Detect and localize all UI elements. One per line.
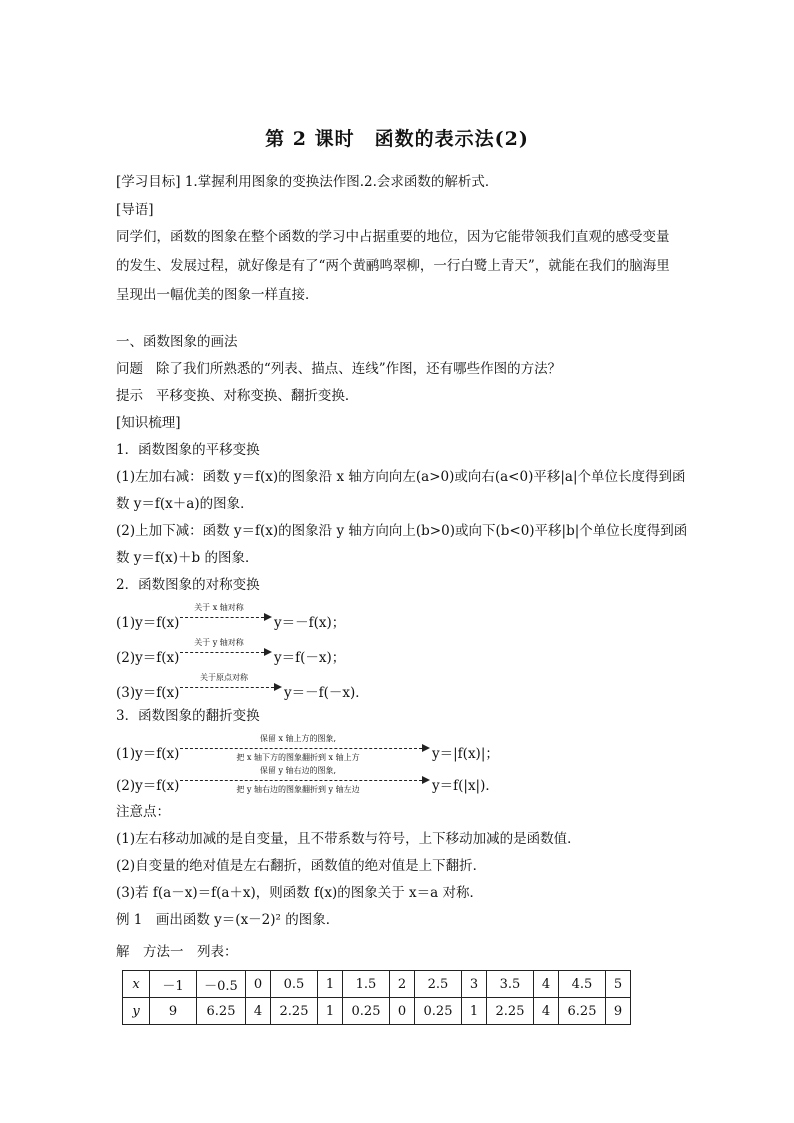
note-item: (3)若 f(a－x)＝f(a＋x)，则函数 f(x)的图象关于 x＝a 对称． (116, 885, 483, 901)
arrow-head-icon (274, 683, 282, 691)
arrow-head-icon (264, 613, 272, 621)
table-row (123, 971, 631, 998)
table-cell: 1 (318, 998, 343, 1025)
item1-b-line2: 数 y＝f(x)＋b 的图象． (116, 550, 259, 566)
arrow-line (180, 687, 274, 688)
symmetry-rhs: y＝f(－x)； (274, 650, 346, 666)
flip-lhs: (2)y＝f(x) (116, 778, 180, 794)
arrow-line (180, 748, 422, 749)
item1-heading: 1．函数图象的平移变换 (116, 442, 260, 458)
question-tag: 问题 (116, 361, 143, 377)
flip-rhs: y＝|f(x)|； (432, 746, 499, 762)
symmetry-lhs: (3)y＝f(x) (116, 685, 180, 701)
objectives-tag: [学习目标] (116, 174, 181, 190)
flip-rhs: y＝f(|x|)． (432, 778, 499, 794)
table-row-header: x (123, 971, 150, 998)
table-cell: 1.5 (343, 971, 390, 998)
table-row (123, 998, 631, 1025)
table-cell: 0 (390, 998, 415, 1025)
hint-tag: 提示 (116, 388, 143, 404)
table-cell: 0.25 (415, 998, 462, 1025)
table-cell: 3 (462, 971, 487, 998)
table-cell: 3.5 (487, 971, 534, 998)
note-item: (2)自变量的绝对值是左右翻折，函数值的绝对值是上下翻折． (116, 858, 487, 874)
table-cell: 9 (150, 998, 197, 1025)
knowledge-tag: [知识梳理] (116, 415, 181, 431)
section-heading: 一、函数图象的画法 (116, 334, 238, 350)
item2-heading: 2．函数图象的对称变换 (116, 577, 260, 593)
value-table-body (123, 971, 631, 1025)
transform-arrow (180, 603, 272, 631)
notes-heading: 注意点： (116, 804, 170, 820)
flip-row-1 (116, 734, 499, 762)
arrow-line (180, 652, 264, 653)
table-cell: 5 (606, 971, 631, 998)
symmetry-rhs: y＝－f(－x)． (284, 685, 369, 701)
arrow-label-bottom: 把 y 轴右边的图象翻折到 y 轴左边 (236, 785, 360, 794)
arrow-line (180, 617, 264, 618)
symmetry-rhs: y＝－f(x)； (274, 615, 346, 631)
page-title: 第 2 课时 函数的表示法(2) (265, 128, 529, 150)
question-text: 除了我们所熟悉的“列表、描点、连线”作图，还有哪些作图的方法？ (155, 361, 562, 377)
transform-arrow (180, 638, 272, 666)
table-cell: 0.5 (271, 971, 318, 998)
arrow-line (180, 780, 422, 781)
transform-arrow (180, 673, 282, 701)
item3-heading: 3．函数图象的翻折变换 (116, 708, 260, 724)
symmetry-row-3 (116, 673, 396, 701)
table-cell: 2 (390, 971, 415, 998)
symmetry-lhs: (2)y＝f(x) (116, 650, 180, 666)
arrow-head-icon (422, 744, 430, 752)
intro-paragraph: 同学们，函数的图象在整个函数的学习中占据重要的地位，因为它能带领我们直观的感受变量的发生、发展过程，就好像是有了“两个黄鹂鸣翠柳，一行白鹭上青天”，就能在我们的脑海里呈现出一幅优美的图象一样直接． (116, 229, 670, 303)
table-cell: 1 (462, 998, 487, 1025)
value-table (122, 970, 631, 1025)
table-cell: 0 (246, 971, 271, 998)
item1-a-line2: 数 y＝f(x＋a)的图象． (116, 496, 254, 512)
question (116, 359, 561, 379)
table-cell: 4.5 (559, 971, 606, 998)
transform-arrow (180, 766, 430, 794)
table-cell: 9 (606, 998, 631, 1025)
item1-a-line1: (1)左加右减：函数 y＝f(x)的图象沿 x 轴方向向左(a>0)或向右(a<0)平移|a|个单位长度得到函 (116, 469, 686, 485)
table-cell: 2.25 (271, 998, 318, 1025)
example-heading: 例 1 画出函数 y＝(x－2)² 的图象． (116, 912, 340, 928)
arrow-head-icon (264, 648, 272, 656)
objectives-text: 1.掌握利用图象的变换法作图.2.会求函数的解析式． (184, 174, 499, 190)
arrow-label: 关于 x 轴对称 (194, 603, 244, 612)
hint-text: 平移变换、对称变换、翻折变换． (155, 388, 359, 404)
table-row-header: y (123, 998, 150, 1025)
table-cell: 0.25 (343, 998, 390, 1025)
arrow-label: 关于原点对称 (200, 673, 248, 682)
flip-row-2 (116, 766, 499, 794)
arrow-head-icon (422, 776, 430, 784)
arrow-label: 关于 y 轴对称 (194, 638, 244, 647)
note-item: (1)左右移动加减的是自变量，且不带系数与符号，上下移动加减的是函数值． (116, 831, 581, 847)
table-cell: －0.5 (197, 971, 246, 998)
table-cell: 1 (318, 971, 343, 998)
table-cell: 4 (246, 998, 271, 1025)
table-cell: 4 (534, 998, 559, 1025)
solution-intro: 解 方法一 列表： (116, 944, 238, 960)
symmetry-lhs: (1)y＝f(x) (116, 615, 180, 631)
table-cell: 6.25 (559, 998, 606, 1025)
arrow-label-bottom: 把 x 轴下方的图象翻折到 x 轴上方 (236, 753, 360, 762)
transform-arrow (180, 734, 430, 762)
symmetry-row-2 (116, 638, 376, 666)
arrow-label-top: 保留 x 轴上方的图象, (259, 734, 337, 743)
hint (116, 386, 358, 406)
arrow-label-top: 保留 y 轴右边的图象, (259, 766, 337, 775)
table-cell: 4 (534, 971, 559, 998)
learning-objectives (116, 172, 498, 192)
intro-tag: [导语] (116, 202, 154, 218)
table-cell: 6.25 (197, 998, 246, 1025)
table-cell: 2.5 (415, 971, 462, 998)
flip-lhs: (1)y＝f(x) (116, 746, 180, 762)
table-cell: 2.25 (487, 998, 534, 1025)
table-cell: －1 (150, 971, 197, 998)
symmetry-row-1 (116, 603, 376, 631)
item1-b-line1: (2)上加下减：函数 y＝f(x)的图象沿 y 轴方向向上(b>0)或向下(b<0)平移|b|个单位长度得到函 (116, 523, 688, 539)
